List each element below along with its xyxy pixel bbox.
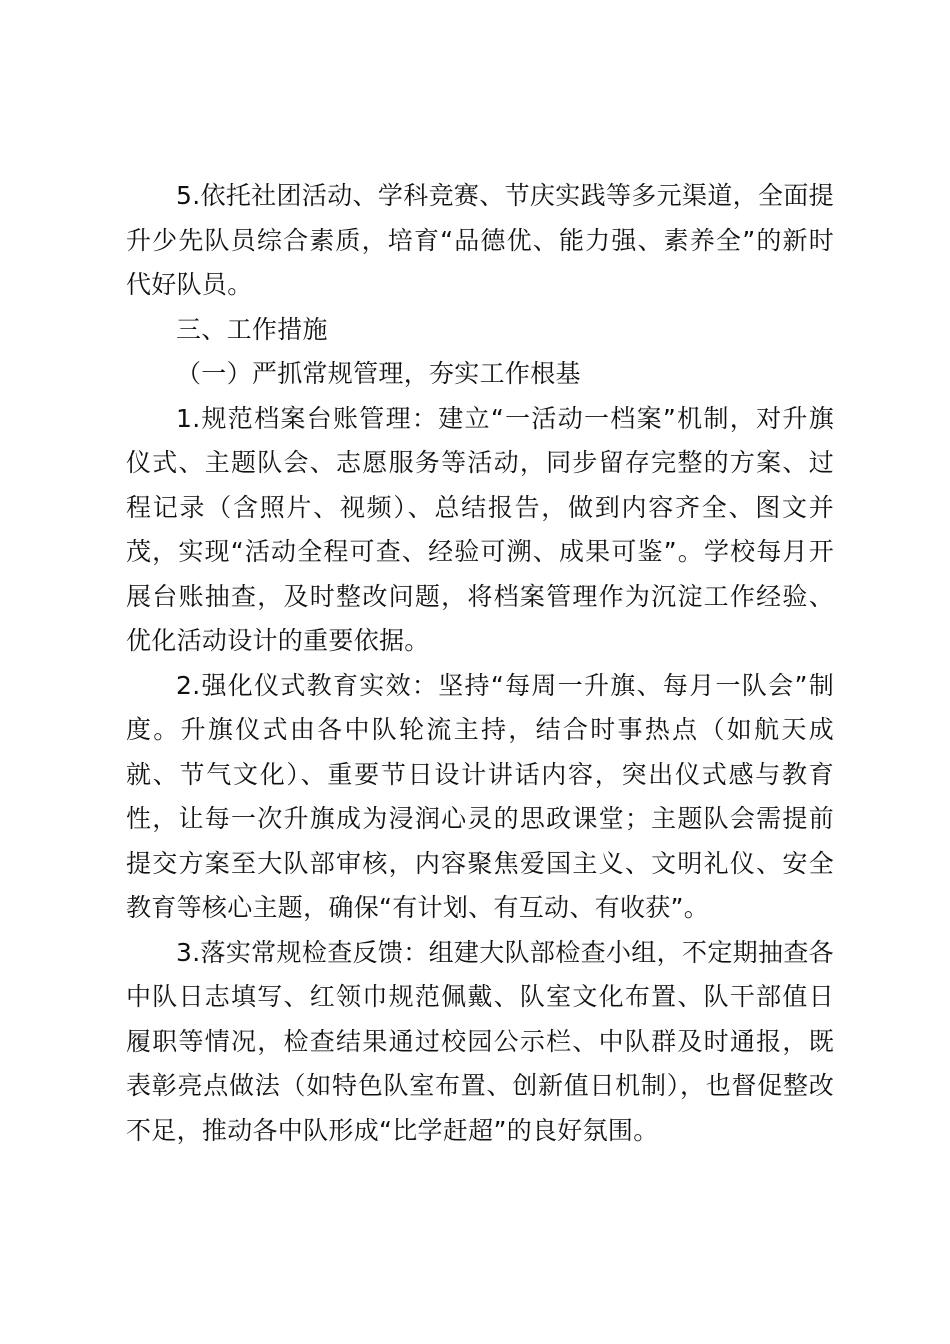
subsection-heading-routine-management: （一）严抓常规管理，夯实工作根基 <box>176 359 581 388</box>
section-heading-work-measures: 三、工作措施 <box>176 314 328 344</box>
paragraph-routine-inspection: 3.落实常规检查反馈：组建大队部检查小组，不定期抽查各中队日志填写、红领巾规范佩戴、队室文化布置、队干部值日履职等情况，检查结果通过校园公示栏、中队群及时通报，既表彰亮点做法（如特色队室布置、创新值日机制），也督促整改不足，推动各中队形成“比学赶超”的良好氛围。 <box>126 937 834 1145</box>
paragraph-archive-management: 1.规范档案台账管理：建立“一活动一档案”机制，对升旗仪式、主题队会、志愿服务等活动，同步留存完整的方案、过程记录（含照片、视频）、总结报告，做到内容齐全、图文并茂，实现“活动全程可查、经验可溯、成果可鉴”。学校每月开展台账抽查，及时整改问题，将档案管理作为沉淀工作经验、优化活动设计的重要依据。 <box>126 403 834 655</box>
document-body <box>126 174 834 1153</box>
paragraph-goal-5: 5.依托社团活动、学科竞赛、节庆实践等多元渠道，全面提升少先队员综合素质，培育“品德优、能力强、素养全”的新时代好队员。 <box>126 181 834 299</box>
paragraph-ceremony-education: 2.强化仪式教育实效：坚持“每周一升旗、每月一队会”制度。升旗仪式由各中队轮流主持，结合时事热点（如航天成就、节气文化）、重要节日设计讲话内容，突出仪式感与教育性，让每一次升旗成为浸润心灵的思政课堂；主题队会需提前提交方案至大队部审核，内容聚焦爱国主义、文明礼仪、安全教育等核心主题，确保“有计划、有互动、有收获”。 <box>126 670 834 922</box>
